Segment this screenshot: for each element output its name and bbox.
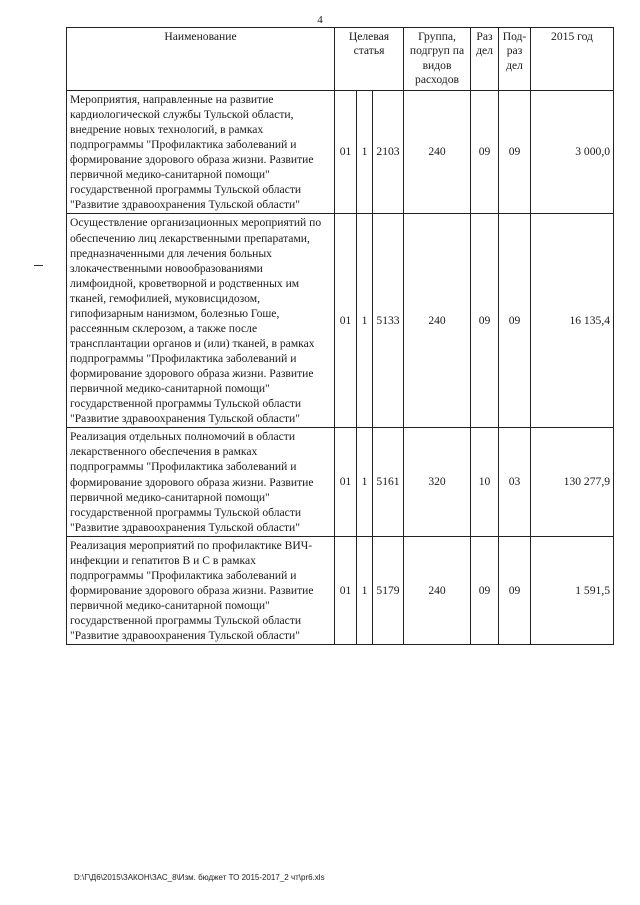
row-code-direction: 2103	[373, 90, 404, 214]
row-amount: 16 135,4	[531, 214, 614, 428]
row-amount: 130 277,9	[531, 428, 614, 536]
row-code-subprogram: 1	[357, 536, 373, 644]
row-subsection: 09	[499, 214, 531, 428]
table-row	[67, 536, 614, 644]
header-subsection: Под- раз дел	[499, 28, 531, 91]
row-code-program: 01	[335, 214, 357, 428]
table-header-row	[67, 28, 614, 91]
row-name: Реализация мероприятий по профилактике ВИЧ-инфекции и гепатитов В и С в рамках подпрограммы "Профилактика заболеваний и формирование здорового образа жизни. Развитие первичной медико-санитарной помощи" государственной программы Тульской области "Развитие здравоохранения Тульской области"	[67, 536, 335, 644]
row-code-direction: 5179	[373, 536, 404, 644]
row-expense-group: 320	[404, 428, 471, 536]
header-expense-group: Группа, подгруп па видов расходов	[404, 28, 471, 91]
row-code-subprogram: 1	[357, 214, 373, 428]
row-expense-group: 240	[404, 90, 471, 214]
table-row	[67, 214, 614, 428]
row-amount: 1 591,5	[531, 536, 614, 644]
margin-mark	[34, 265, 43, 266]
row-code-direction: 5133	[373, 214, 404, 428]
header-section: Раз дел	[471, 28, 499, 91]
header-year: 2015 год	[531, 28, 614, 91]
page-number: 4	[317, 14, 323, 26]
row-name: Осуществление организационных мероприятий по обеспечению лиц лекарственными препаратами, предназначенными для лечения больных злокачественными новообразованиями лимфоидной, кроветворной и родственных им тканей, гемофилией, муковисцидозом, гипофизарным нанизмом, болезнью Гоше, рассеянным склерозом, а также после трансплантации органов и (или) тканей, в рамках подпрограммы "Профилактика заболеваний и формирование здорового образа жизни. Развитие первичной медико-санитарной помощи" государственной программы Тульской области "Развитие здравоохранения Тульской области"	[67, 214, 335, 428]
row-subsection: 03	[499, 428, 531, 536]
row-name: Мероприятия, направленные на развитие кардиологической службы Тульской области, внедрение новых технологий, в рамках подпрограммы "Профилактика заболеваний и формирование здорового образа жизни. Развитие первичной медико-санитарной помощи" государственной программы Тульской области "Развитие здравоохранения Тульской области"	[67, 90, 335, 214]
row-expense-group: 240	[404, 536, 471, 644]
row-amount: 3 000,0	[531, 90, 614, 214]
table-row	[67, 428, 614, 536]
row-section: 10	[471, 428, 499, 536]
row-code-subprogram: 1	[357, 90, 373, 214]
header-name: Наименование	[67, 28, 335, 91]
row-subsection: 09	[499, 90, 531, 214]
row-code-program: 01	[335, 536, 357, 644]
header-target-article: Целевая статья	[335, 28, 404, 91]
row-code-direction: 5161	[373, 428, 404, 536]
row-section: 09	[471, 536, 499, 644]
table-row	[67, 90, 614, 214]
row-code-program: 01	[335, 428, 357, 536]
row-name: Реализация отдельных полномочий в области лекарственного обеспечения в рамках подпрограммы "Профилактика заболеваний и формирование здорового образа жизни. Развитие первичной медико-санитарной помощи" государственной программы Тульской области "Развитие здравоохранения Тульской области"	[67, 428, 335, 536]
row-section: 09	[471, 214, 499, 428]
row-code-subprogram: 1	[357, 428, 373, 536]
row-code-program: 01	[335, 90, 357, 214]
budget-table	[66, 27, 614, 645]
row-expense-group: 240	[404, 214, 471, 428]
row-subsection: 09	[499, 536, 531, 644]
footer-file-path: D:\Г\Д6\2015\ЗАКОН\ЗАС_8\Изм. бюджет ТО 2015-2017_2 чт\pr6.xls	[74, 873, 325, 882]
row-section: 09	[471, 90, 499, 214]
